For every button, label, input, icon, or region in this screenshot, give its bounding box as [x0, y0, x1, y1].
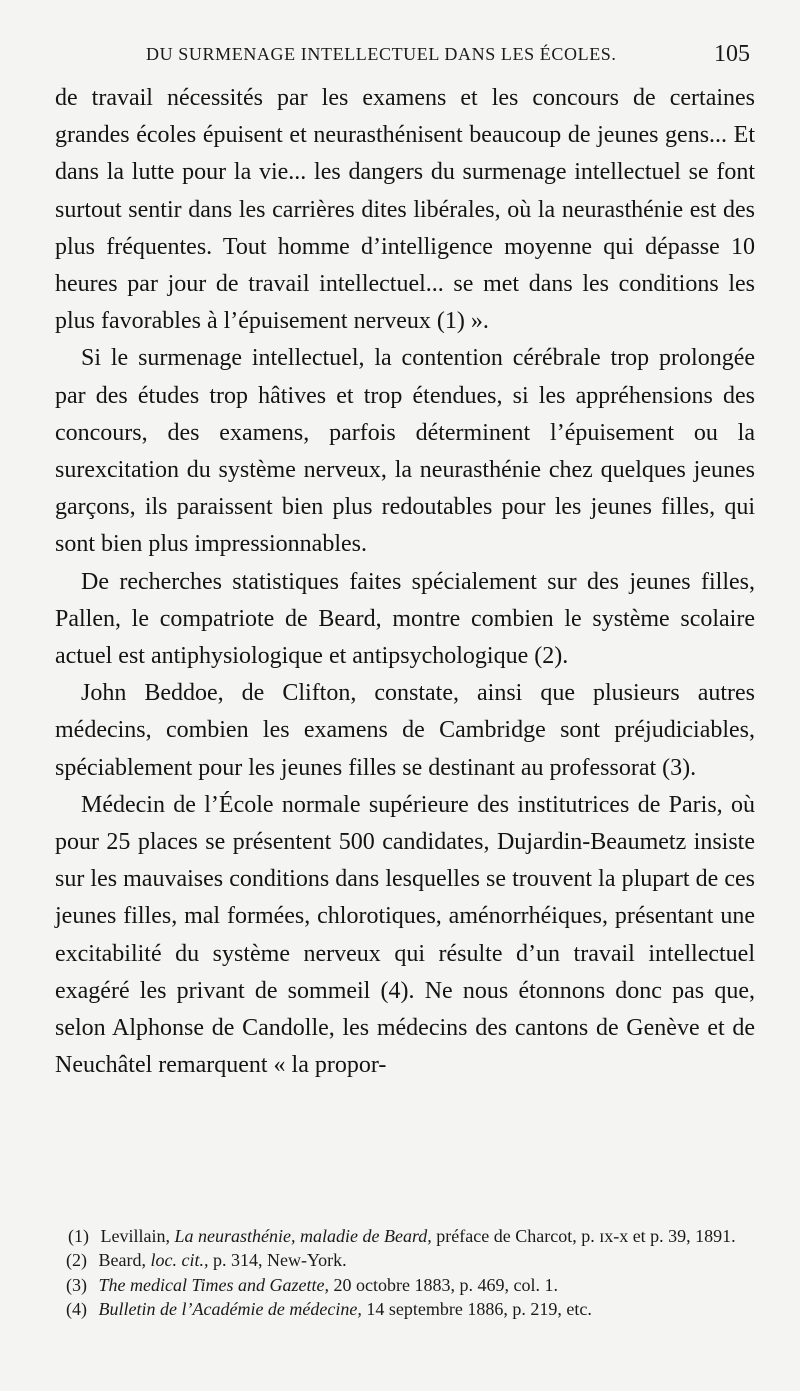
footnote-text: Beard, — [98, 1250, 151, 1271]
footnote-number: (4) — [66, 1299, 87, 1320]
footnote-2 — [52, 1248, 762, 1272]
footnote-1 — [52, 1224, 762, 1248]
footnote-number: (2) — [66, 1250, 87, 1271]
footnote-number: (3) — [66, 1274, 87, 1295]
paragraph-continuation: de travail nécessités par les examens et les concours de certaines grandes écoles épuisent et neurasthénisent beaucoup de jeunes gens... Et dans la lutte pour la vie... les dangers du surmenage intellectuel se font surtout sentir dans les carrières dites libérales, où la neurasthénie est des plus fréquentes. Tout homme d’intelligence moyenne qui dépasse 10 heures par jour de travail intellectuel... se met dans les conditions les plus favorables à l’épuisement nerveux (1) ». — [55, 85, 755, 335]
paragraph-dujardin-beaumetz: Médecin de l’École normale supérieure des institutrices de Paris, où pour 25 places se présentent 500 candidates, Dujardin-Beaumetz insiste sur les mauvaises conditions dans lesquelles se trouvent la plupart de ces jeunes filles, mal formées, chlorotiques, aménorrhéiques, présentant une excitabilité du système nerveux qui résulte d’un travail intellectuel exagéré les privant de sommeil (4). Ne nous étonnons donc pas que, selon Alphonse de Candolle, les médecins des cantons de Genève et de Neuchâtel remarquent « la propor- — [55, 791, 755, 1079]
body-text — [55, 80, 755, 1084]
footnotes — [52, 1224, 762, 1322]
footnote-text: Levillain, — [100, 1226, 175, 1246]
paragraph-beddoe: John Beddoe, de Clifton, constate, ainsi que plusieurs autres médecins, combien les examens de Cambridge sont préjudiciables, spéciablement pour les jeunes filles se destinant au professorat (3). — [55, 680, 755, 781]
footnote-title: The medical Times and Gazette, — [98, 1274, 329, 1295]
footnote-title: loc. cit., — [150, 1250, 209, 1271]
page-header — [0, 41, 800, 76]
footnote-3 — [52, 1273, 762, 1297]
running-head: DU SURMENAGE INTELLECTUEL DANS LES ÉCOLES. — [146, 44, 617, 64]
footnote-4 — [52, 1297, 762, 1321]
footnote-text: 14 septembre 1886, p. 219, etc. — [361, 1299, 592, 1320]
paragraph-pallen: De recherches statistiques faites spécialement sur des jeunes filles, Pallen, le compatriote de Beard, montre combien le système scolaire actuel est antiphysiologique et antipsychologique (2). — [55, 568, 755, 670]
footnote-number: (1) — [68, 1226, 89, 1246]
footnote-title: La neurasthénie, maladie de Beard, — [174, 1226, 432, 1246]
page-number: 105 — [714, 41, 750, 67]
footnote-text: p. 314, New-York. — [208, 1250, 347, 1271]
footnote-text: 20 octobre 1883, p. 469, col. 1. — [328, 1274, 558, 1295]
paragraph-surmenage: Si le surmenage intellectuel, la contention cérébrale trop prolongée par des études trop hâtives et trop étendues, si les appréhensions des concours, des examens, parfois déterminent l’épuisement ou la surexcitation du système nerveux, la neurasthénie chez quelques jeunes garçons, ils paraissent bien plus redoutables pour les jeunes filles, qui sont bien plus impressionnables. — [55, 345, 755, 558]
footnote-text: préface de Charcot, p. ɪx-x et p. 39, 1891. — [431, 1226, 736, 1246]
footnote-title: Bulletin de l’Académie de médecine, — [98, 1299, 362, 1320]
